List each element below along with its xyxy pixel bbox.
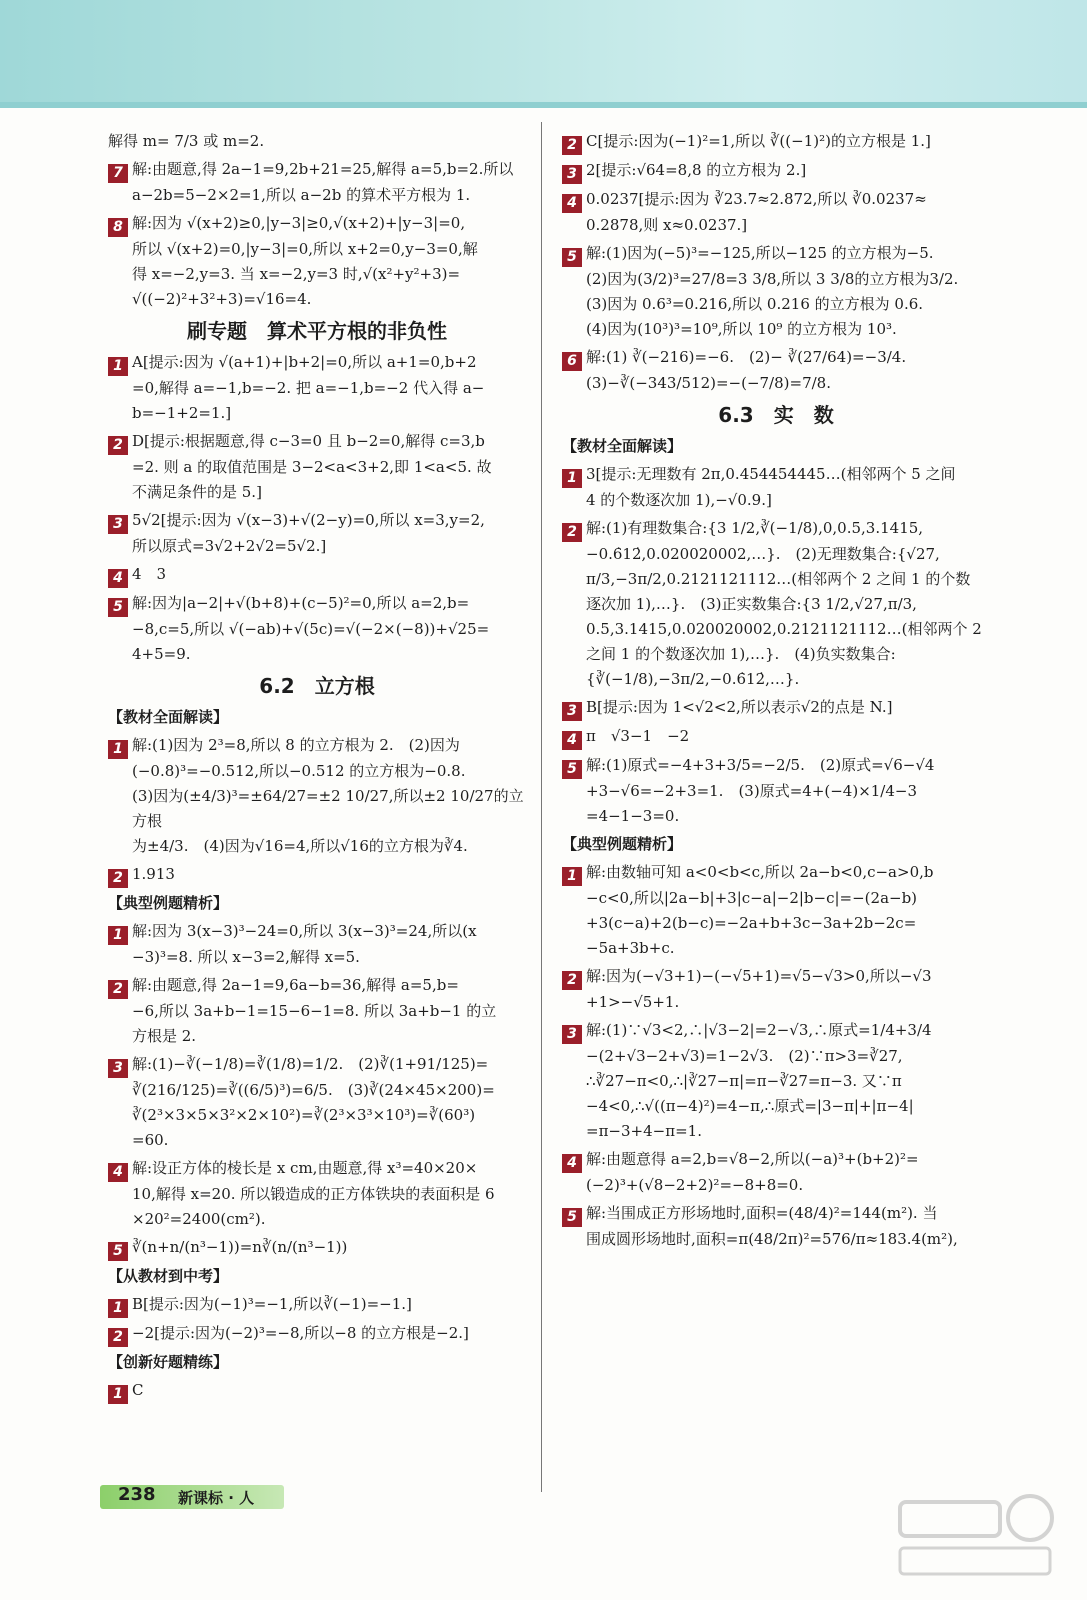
answer-line: =2. 则 a 的取值范围是 3−2<a<3+2,即 1<a<5. 故 bbox=[132, 458, 492, 476]
question-number-badge: 7 bbox=[108, 164, 128, 183]
question-number-badge: 2 bbox=[108, 869, 128, 888]
answer-item bbox=[108, 591, 526, 667]
answer-line: 得 x=−2,y=3. 当 x=−2,y=3 时,√(x²+y²+3)= bbox=[132, 265, 461, 283]
answer-line: 3[提示:无理数有 2π,0.454454445…(相邻两个 5 之间 bbox=[586, 465, 956, 483]
answer-line: 解:由题意,得 2a−1=9,6a−b=36,解得 a=5,b= bbox=[132, 976, 459, 994]
answer-line: +3−√6=−2+3=1. (3)原式=4+(−4)×1/4−3 bbox=[586, 782, 918, 800]
answer-line: 方根是 2. bbox=[132, 1027, 197, 1045]
answer-line: a−2b=5−2×2=1,所以 a−2b 的算术平方根为 1. bbox=[132, 186, 471, 204]
question-number-badge: 5 bbox=[562, 248, 582, 267]
question-number-badge: 5 bbox=[108, 1242, 128, 1261]
answer-line: A[提示:因为 √(a+1)+|b+2|=0,所以 a+1=0,b+2 bbox=[132, 353, 477, 371]
answer-line: 解:(1)∵√3<2,∴|√3−2|=2−√3,∴原式=1/4+3/4 bbox=[586, 1021, 932, 1039]
question-number-badge: 4 bbox=[562, 1154, 582, 1173]
question-number-badge: 5 bbox=[108, 598, 128, 617]
question-number-badge: 3 bbox=[562, 165, 582, 184]
answer-line: 解:因为|a−2|+√(b+8)+(c−5)²=0,所以 a=2,b= bbox=[132, 594, 470, 612]
answer-line: 解:(1)原式=−4+3+3/5=−2/5. (2)原式=√6−√4 bbox=[586, 756, 935, 774]
column-divider bbox=[541, 122, 542, 1492]
answer-line: 4 的个数逐次加 1),−√0.9.] bbox=[586, 491, 772, 509]
question-number-badge: 2 bbox=[108, 1328, 128, 1347]
answer-line: 解:由题意得 a=2,b=√8−2,所以(−a)³+(b+2)²= bbox=[586, 1150, 919, 1168]
question-number-badge: 3 bbox=[562, 702, 582, 721]
question-number-badge: 4 bbox=[562, 731, 582, 750]
answer-item bbox=[562, 724, 990, 750]
section-heading: 刷专题 算术平方根的非负性 bbox=[187, 319, 447, 343]
answer-line: 解:因为 √(x+2)≥0,|y−3|≥0,√(x+2)+|y−3|=0, bbox=[132, 214, 466, 232]
answer-line: ×20²=2400(cm²). bbox=[132, 1210, 266, 1228]
answer-item bbox=[108, 508, 526, 559]
answer-item bbox=[562, 1201, 990, 1252]
question-number-badge: 2 bbox=[108, 436, 128, 455]
question-number-badge: 2 bbox=[562, 136, 582, 155]
answer-item bbox=[562, 695, 990, 721]
answer-item bbox=[562, 129, 990, 155]
answer-line: (−2)³+(√8−2+2)²=−8+8=0. bbox=[586, 1176, 804, 1194]
question-number-badge: 3 bbox=[108, 515, 128, 534]
answer-line: =0,解得 a=−1,b=−2. 把 a=−1,b=−2 代入得 a− bbox=[132, 379, 485, 397]
answer-line: ∴∛27−π<0,∴|∛27−π|=π−∛27=π−3. 又∵π bbox=[586, 1072, 902, 1090]
answer-line: −6,所以 3a+b−1=15−6−1=8. 所以 3a+b−1 的立 bbox=[132, 1002, 497, 1020]
question-number-badge: 4 bbox=[108, 569, 128, 588]
subsection-heading: 【创新好题精练】 bbox=[108, 1353, 229, 1371]
question-number-badge: 1 bbox=[108, 357, 128, 376]
answer-line: =π−3+4−π=1. bbox=[586, 1122, 702, 1140]
answer-line: 10,解得 x=20. 所以锻造成的正方体铁块的表面积是 6 bbox=[132, 1185, 495, 1203]
question-number-badge: 2 bbox=[562, 523, 582, 542]
question-number-badge: 1 bbox=[108, 1299, 128, 1318]
answer-item bbox=[108, 562, 526, 588]
answer-line: √((−2)²+3²+3)=√16=4. bbox=[132, 290, 312, 308]
answer-line: +3(c−a)+2(b−c)=−2a+b+3c−3a+2b−2c= bbox=[586, 914, 917, 932]
answer-line: (−0.8)³=−0.512,所以−0.512 的立方根为−0.8. bbox=[132, 762, 466, 780]
answer-line: 解:当围成正方形场地时,面积=(48/4)²=144(m²). 当 bbox=[586, 1204, 938, 1222]
question-number-badge: 4 bbox=[108, 1163, 128, 1182]
question-number-badge: 1 bbox=[108, 926, 128, 945]
answer-line: 0.2878,则 x≈0.0237.] bbox=[586, 216, 748, 234]
answer-line: b=−1+2=1.] bbox=[132, 404, 232, 422]
answer-line: −8,c=5,所以 √(−ab)+√(5c)=√(−2×(−8))+√25= bbox=[132, 620, 490, 638]
answer-line: 解:因为 3(x−3)³−24=0,所以 3(x−3)³=24,所以(x bbox=[132, 922, 477, 940]
answer-line: 逐次加 1),…}. (3)正实数集合:{3 1/2,√27,π/3, bbox=[586, 595, 917, 613]
answer-line: +1>−√5+1. bbox=[586, 993, 680, 1011]
question-number-badge: 1 bbox=[108, 740, 128, 759]
question-number-badge: 6 bbox=[562, 352, 582, 371]
answer-line: 解:因为(−√3+1)−(−√5+1)=√5−√3>0,所以−√3 bbox=[586, 967, 932, 985]
answer-line: D[提示:根据题意,得 c−3=0 且 b−2=0,解得 c=3,b bbox=[132, 432, 485, 450]
section-heading: 6.3 实 数 bbox=[718, 403, 834, 427]
answer-line: ∛(n+n/(n³−1))=n∛(n/(n³−1)) bbox=[132, 1238, 348, 1256]
answer-line: −5a+3b+c. bbox=[586, 939, 675, 957]
answer-line: (2)因为(3/2)³=27/8=3 3/8,所以 3 3/8的立方根为3/2. bbox=[586, 270, 959, 288]
answer-line: 0.5,3.1415,0.020020002,0.2121121112…(相邻两个 2 bbox=[586, 620, 982, 638]
answer-line: −3)³=8. 所以 x−3=2,解得 x=5. bbox=[132, 948, 360, 966]
answer-line: −2[提示:因为(−2)³=−8,所以−8 的立方根是−2.] bbox=[132, 1324, 469, 1342]
answer-item bbox=[108, 350, 526, 426]
answer-item bbox=[562, 964, 990, 1015]
subsection-heading: 【典型例题精析】 bbox=[562, 835, 683, 853]
question-number-badge: 3 bbox=[562, 1025, 582, 1044]
answer-line: 解得 m= 7/3 或 m=2. bbox=[108, 132, 265, 150]
answer-item bbox=[108, 733, 526, 859]
answer-line: 4 3 bbox=[132, 565, 167, 583]
answer-line: 5√2[提示:因为 √(x−3)+√(2−y)=0,所以 x=3,y=2, bbox=[132, 511, 485, 529]
answer-item bbox=[108, 1156, 526, 1232]
answer-line: 之间 1 的个数逐次加 1),…}. (4)负实数集合: bbox=[586, 645, 896, 663]
answer-line: 解:(1) ∛(−216)=−6. (2)− ∛(27/64)=−3/4. bbox=[586, 348, 907, 366]
answer-line: C[提示:因为(−1)²=1,所以 ∛((−1)²)的立方根是 1.] bbox=[586, 132, 931, 150]
answer-line: 4+5=9. bbox=[132, 645, 191, 663]
right-column bbox=[562, 126, 990, 1255]
question-number-badge: 1 bbox=[108, 1385, 128, 1404]
question-number-badge: 1 bbox=[562, 867, 582, 886]
answer-line: 为±4/3. (4)因为√16=4,所以√16的立方根为∛4. bbox=[132, 837, 468, 855]
answer-item bbox=[108, 429, 526, 505]
answer-line: 0.0237[提示:因为 ∛23.7≈2.872,所以 ∛0.0237≈ bbox=[586, 190, 927, 208]
answer-item bbox=[562, 345, 990, 396]
answer-line: 所以 √(x+2)=0,|y−3|=0,所以 x+2=0,y−3=0,解 bbox=[132, 240, 478, 258]
answer-line: π √3−1 −2 bbox=[586, 727, 690, 745]
answer-line: −4<0,∴√((π−4)²)=4−π,∴原式=|3−π|+|π−4| bbox=[586, 1097, 914, 1115]
answer-line: 解:(1)因为(−5)³=−125,所以−125 的立方根为−5. bbox=[586, 244, 934, 262]
answer-line: B[提示:因为(−1)³=−1,所以∛(−1)=−1.] bbox=[132, 1295, 412, 1313]
answer-line: =60. bbox=[132, 1131, 169, 1149]
subsection-heading: 【教材全面解读】 bbox=[562, 437, 683, 455]
page-number: 238 bbox=[118, 1484, 156, 1505]
answer-item bbox=[108, 211, 526, 312]
answer-item bbox=[108, 1378, 526, 1404]
answer-line: 2[提示:√64=8,8 的立方根为 2.] bbox=[586, 161, 807, 179]
answer-item bbox=[562, 462, 990, 513]
answer-line: B[提示:因为 1<√2<2,所以表示√2的点是 N.] bbox=[586, 698, 893, 716]
answer-line: (3)因为(±4/3)³=±64/27=±2 10/27,所以±2 10/27的立方根 bbox=[132, 787, 524, 830]
answer-item bbox=[562, 1147, 990, 1198]
answer-line: 解:(1)−∛(−1/8)=∛(1/8)=1/2. (2)∛(1+91/125)= bbox=[132, 1055, 489, 1073]
answer-item bbox=[562, 158, 990, 184]
question-number-badge: 3 bbox=[108, 1059, 128, 1078]
answer-line: (3)因为 0.6³=0.216,所以 0.216 的立方根为 0.6. bbox=[586, 295, 924, 313]
answer-line: ∛(2³×3×5×3²×2×10²)=∛(2³×3³×10³)=∛(60³) bbox=[132, 1106, 476, 1124]
answer-line: 解:设正方体的棱长是 x cm,由题意,得 x³=40×20× bbox=[132, 1159, 478, 1177]
question-number-badge: 2 bbox=[108, 980, 128, 999]
answer-item bbox=[108, 973, 526, 1049]
answer-line: (4)因为(10³)³=10⁹,所以 10⁹ 的立方根为 10³. bbox=[586, 320, 897, 338]
answer-line: 不满足条件的是 5.] bbox=[132, 483, 262, 501]
answer-item bbox=[562, 753, 990, 829]
subsection-heading: 【教材全面解读】 bbox=[108, 708, 229, 726]
answer-item bbox=[108, 129, 526, 154]
answer-item bbox=[562, 1018, 990, 1144]
answer-line: C bbox=[132, 1381, 144, 1399]
answer-line: (3)−∛(−343/512)=−(−7/8)=7/8. bbox=[586, 374, 831, 392]
answer-item bbox=[108, 1321, 526, 1347]
left-column bbox=[108, 126, 526, 1407]
question-number-badge: 5 bbox=[562, 1208, 582, 1227]
answer-line: −0.6̇12̇,0.020020002,…}. (2)无理数集合:{√27, bbox=[586, 545, 940, 563]
answer-item bbox=[108, 157, 526, 208]
header-banner bbox=[0, 0, 1087, 108]
answer-line: −c<0,所以|2a−b|+3|c−a|−2|b−c|=−(2a−b) bbox=[586, 889, 918, 907]
answer-item bbox=[562, 860, 990, 961]
answer-line: ∛(216/125)=∛((6/5)³)=6/5. (3)∛(24×45×200)= bbox=[132, 1081, 495, 1099]
question-number-badge: 4 bbox=[562, 194, 582, 213]
answer-line: 围成圆形场地时,面积=π(48/2π)²=576/π≈183.4(m²), bbox=[586, 1230, 958, 1248]
answer-item bbox=[108, 1052, 526, 1153]
answer-item bbox=[108, 1235, 526, 1261]
answer-line: 解:由数轴可知 a<0<b<c,所以 2a−b<0,c−a>0,b bbox=[586, 863, 934, 881]
series-label: 新课标 · 人 bbox=[178, 1489, 255, 1507]
answer-item bbox=[562, 516, 990, 692]
answer-line: π/3,−3π/2,0.2121121112…(相邻两个 2 之间 1 的个数 bbox=[586, 570, 971, 588]
question-number-badge: 5 bbox=[562, 760, 582, 779]
question-number-badge: 1 bbox=[562, 469, 582, 488]
subsection-heading: 【典型例题精析】 bbox=[108, 894, 229, 912]
answer-line: −(2+√3−2+√3)=1−2√3. (2)∵π>3=∛27, bbox=[586, 1047, 903, 1065]
answer-line: =4−1−3=0. bbox=[586, 807, 680, 825]
answer-line: {∛(−1/8),−3π/2,−0.6̇12̇,…}. bbox=[586, 670, 800, 688]
answer-line: 解:(1)有理数集合:{3 1/2,∛(−1/8),0,0.5,3.1415, bbox=[586, 519, 924, 537]
answer-item bbox=[108, 862, 526, 888]
answer-line: 所以原式=3√2+2√2=5√2.] bbox=[132, 537, 327, 555]
answer-item bbox=[562, 241, 990, 342]
answer-line: 解:由题意,得 2a−1=9,2b+21=25,解得 a=5,b=2.所以 bbox=[132, 160, 514, 178]
answer-item bbox=[562, 187, 990, 238]
answer-item bbox=[108, 919, 526, 970]
answer-line: 解:(1)因为 2³=8,所以 8 的立方根为 2. (2)因为 bbox=[132, 736, 460, 754]
answer-item bbox=[108, 1292, 526, 1318]
question-number-badge: 2 bbox=[562, 971, 582, 990]
subsection-heading: 【从教材到中考】 bbox=[108, 1267, 229, 1285]
answer-line: 1.913 bbox=[132, 865, 175, 883]
section-heading: 6.2 立方根 bbox=[259, 674, 375, 698]
watermark-logo bbox=[890, 1488, 1060, 1583]
question-number-badge: 8 bbox=[108, 218, 128, 237]
